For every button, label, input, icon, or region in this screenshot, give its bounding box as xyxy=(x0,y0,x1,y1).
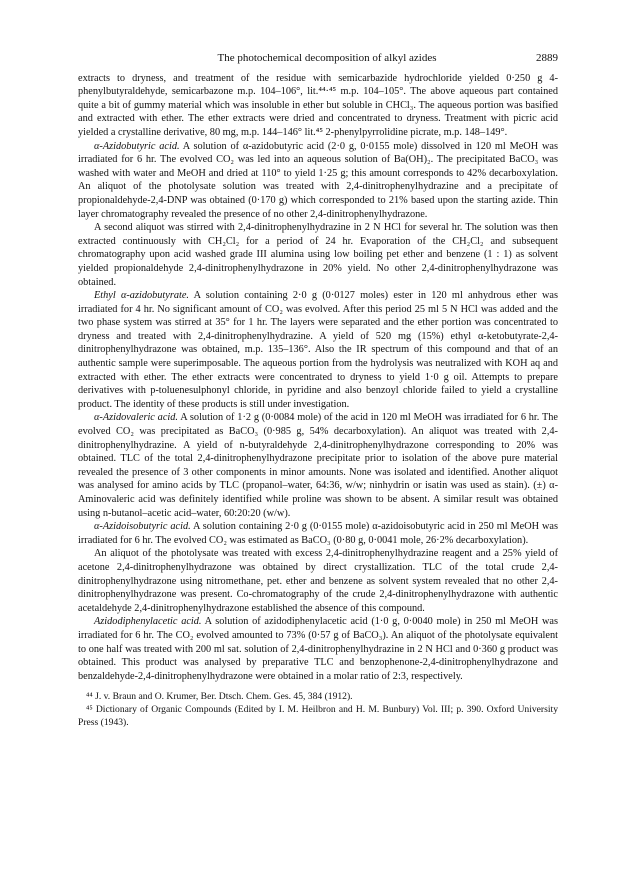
running-header xyxy=(78,52,558,66)
footnote-45: ⁴⁵ Dictionary of Organic Compounds (Edited by I. M. Heilbron and H. M. Bunbury) Vol. III; p. 390. Oxford University Press (1943). xyxy=(78,703,558,728)
paragraph-ethyl-azidobutyrate: Ethyl α-azidobutyrate. A solution containing 2·0 g (0·0127 moles) ester in 120 ml anhydrous ether was irradiated for 4 hr. No significant amount of CO₂ was evolved. After this period 25 ml 5 N HCl was added and the two phase system was stirred at 35° for 1 hr. The layers were separated and the ether portion was concentrated to dryness and treated with 2,4-dinitrophenylhydrazine. A yield of 520 mg (15%) ethyl α-ketobutyrate-2,4-dinitrophenylhydrazone was obtained, m.p. 135–136°. Also the IR spectrum of this compound and that of an authentic sample were superimposable. The aqueous portion from the hydrolysis was neutralized with KOH aq and extracted with ether. The ether extracts were concentrated to dryness to yield 1·0 g oil. Attempts to prepare derivatives with p-toluenesulphonyl chloride, in pyridine and also benzoyl chloride failed to yield a crystalline product. The identity of these products is still under investigation. xyxy=(78,290,558,410)
journal-page xyxy=(78,52,558,729)
section-heading: Azidodiphenylacetic acid. xyxy=(94,616,202,628)
section-heading: α-Azidoisobutyric acid. xyxy=(94,521,191,533)
running-title: The photochemical decomposition of alkyl azides xyxy=(217,52,437,64)
section-heading: Ethyl α-azidobutyrate. xyxy=(94,290,190,302)
footnotes xyxy=(78,691,558,729)
paragraph-azidodiphenylacetic: Azidodiphenylacetic acid. A solution of azidodiphenylacetic acid (1·0 g, 0·0040 mole) in 250 ml MeOH was irradiated for 6 hr. The CO₂ evolved amounted to 73% (0·57 g of BaCO₃). An aliquot of the photolysate equivalent to one half was treated with 200 ml sat. solution of 2,4-dinitrophenylhydrazine in 2 N HCl and 0·360 g product was obtained. This product was analysed by preparative TLC and benzophenone-2,4-dinitrophenylhydrazone and benzaldehyde-2,4-dinitrophenylhydrazone were obtained in a molar ratio of 2:3, respectively. xyxy=(78,616,558,682)
paragraph-photolysate-aliquot: An aliquot of the photolysate was treated with excess 2,4-dinitrophenylhydrazine reagent and a 25% yield of acetone 2,4-dinitrophenylhydrazone was obtained by direct crystallization. TLC of the total crude 2,4-dinitrophenylhydrazone using nitromethane, pet. ether and benzene as solvent system revealed that no other 2,4-dinitrophenylhydrazone was present. Co-chromatography of the crude 2,4-dinitrophenylhydrazone with authentic acetaldehyde 2,4-dinitrophenylhydrazone established the absence of this compound. xyxy=(78,548,558,614)
paragraph-second-aliquot: A second aliquot was stirred with 2,4-dinitrophenylhydrazine in 2 N HCl for several hr. The solution was then extracted continuously with CH₂Cl₂ for a period of 24 hr. Evaporation of the CH₂Cl₂ and subsequent chromatography upon acid washed grade III alumina using low boiling pet ether and benzene (1 : 1) as solvent yielded propionaldehyde 2,4-dinitrophenylhydrazone in 20% yield. No other 2,4-dinitrophenylhydrazone was obtained. xyxy=(78,222,558,288)
paragraph-azidobutyric: α-Azidobutyric acid. A solution of α-azidobutyric acid (2·0 g, 0·0155 mole) dissolved in 120 ml MeOH was irradiated for 6 hr. The evolved CO₂ was led into an aqueous solution of Ba(OH)₂. The precipitated BaCO₃ was washed with water and MeOH and dried at 110° to yield 1·25 g; this amount corresponds to 42% decarboxylation. An aliquot of the photolysate solution was treated with 2,4-dinitrophenylhydrazine and a precipitate of propionaldehyde-2,4-DNP was obtained (0·170 g) which corresponded to 21% based upon the starting azide. Thin layer chromatography revealed the presence of no other 2,4-dinitrophenylhydrazone. xyxy=(78,140,558,220)
section-heading: α-Azidobutyric acid. xyxy=(94,140,180,152)
section-heading: α-Azidovaleric acid. xyxy=(94,412,178,424)
footnote-44: ⁴⁴ J. v. Braun and O. Krumer, Ber. Dtsch. Chem. Ges. 45, 384 (1912). xyxy=(86,691,353,703)
page-number: 2889 xyxy=(536,52,558,64)
paragraph-1: extracts to dryness, and treatment of the residue with semicarbazide hydrochloride yielded 0·250 g 4-phenylbutyraldehyde, semicarbazone m.p. 104–106°, lit.⁴⁴·⁴⁵ m.p. 104–105°. The above aqueous part contained quite a bit of gummy material which was insoluble in ether but soluble in CHCl₃. The aqueous portion was basified and extracted with ether. The ether extracts were dried and concentrated to dryness. Treatment with picric acid yielded a crystalline derivative, 80 mg, m.p. 144–146° lit.⁴⁵ 2-phenylpyrrolidine picrate, m.p. 148–149°. xyxy=(78,72,558,138)
paragraph-azidoisobutyric: α-Azidoisobutyric acid. A solution containing 2·0 g (0·0155 mole) α-azidoisobutyric acid in 250 ml MeOH was irradiated for 6 hr. The evolved CO₂ was estimated as BaCO₃ (0·80 g, 0·0041 mole, 26·2% decarboxylation). xyxy=(78,521,558,546)
paragraph-azidovaleric: α-Azidovaleric acid. A solution of 1·2 g (0·0084 mole) of the acid in 120 ml MeOH was irradiated for 6 hr. The evolved CO₂ was precipitated as BaCO₃ (0·985 g, 54% decarboxylation). An aliquot was treated with 2,4-dinitrophenylhydrazine. A yield of n-butyraldehyde 2,4-dinitrophenylhydrazone corresponding to 20% was obtained. TLC of the total 2,4-dinitrophenylhydrazone precipitate prior to isolation of the above pure material revealed the presence of 3 other components in minor amounts. None was isolated and identified. Another aliquot was analysed for amino acids by TLC (propanol–water, 64:36, w/w; ninhydrin or isatin was used as stain). (±) α-Aminovaleric acid was definitely identified while proline was shown to be absent. A similar result was obtained using n-butanol–acetic acid–water, 60:20:20 (w/w). xyxy=(78,412,558,519)
